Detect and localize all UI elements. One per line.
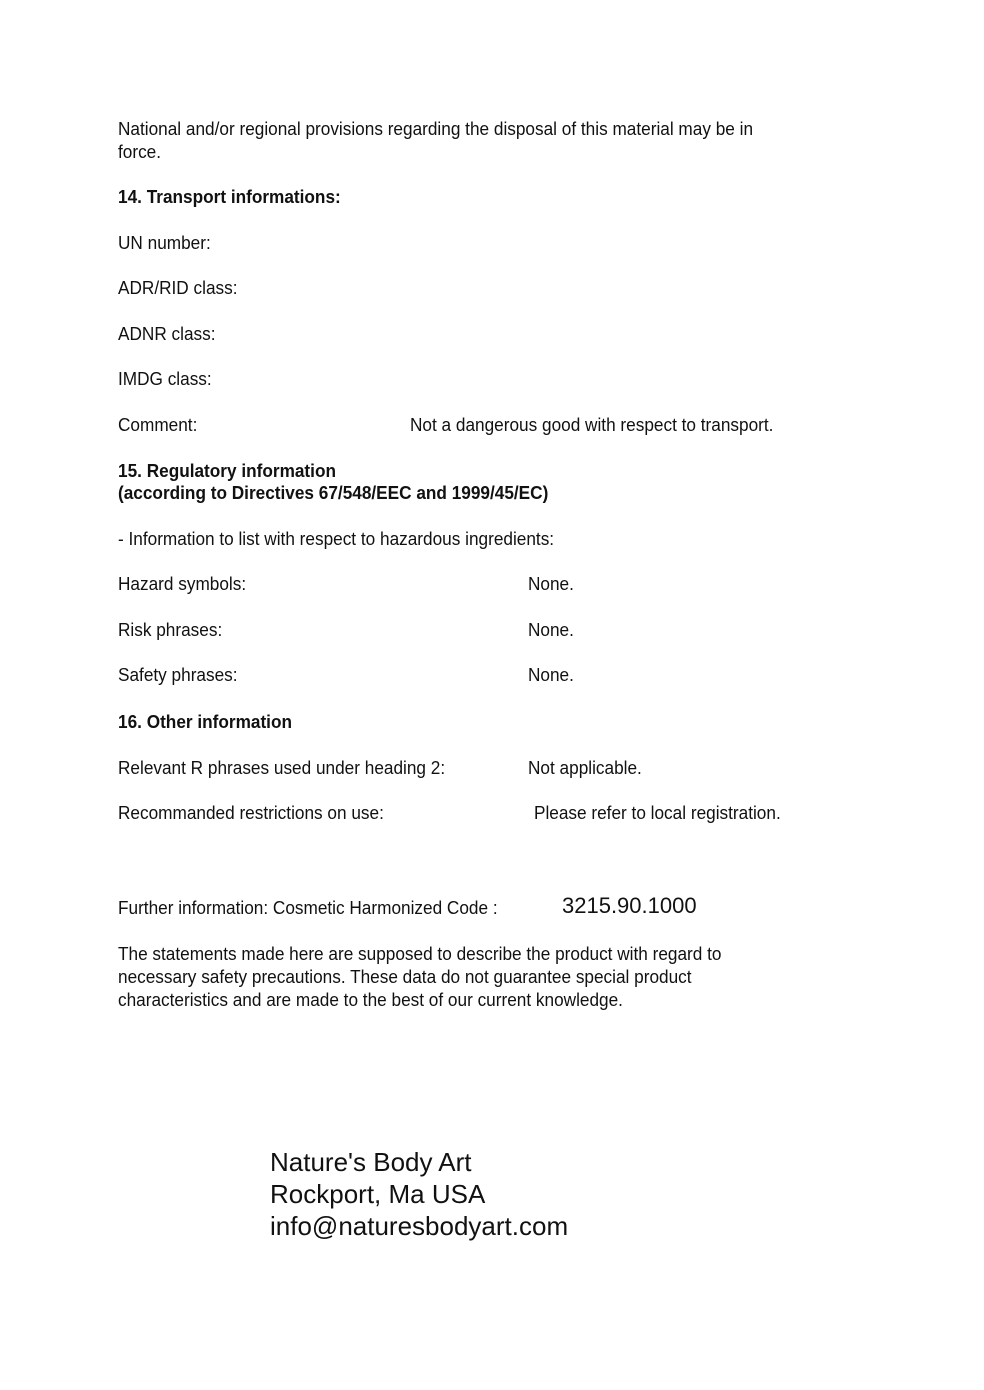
restrictions-value: Please refer to local registration. bbox=[534, 802, 781, 823]
adnr-class-label: ADNR class: bbox=[118, 323, 216, 344]
statement-line1: The statements made here are supposed to describe the product with regard to bbox=[118, 943, 722, 964]
company-name: Nature's Body Art bbox=[270, 1147, 472, 1177]
comment-value: Not a dangerous good with respect to transport. bbox=[410, 414, 774, 435]
company-footer bbox=[270, 1146, 568, 1242]
imdg-class-label: IMDG class: bbox=[118, 368, 212, 389]
statement-line2: necessary safety precautions. These data do not guarantee special product bbox=[118, 966, 692, 987]
comment-label: Comment: bbox=[118, 414, 198, 435]
harmonized-code: 3215.90.1000 bbox=[562, 893, 697, 918]
disposal-note-line2: force. bbox=[118, 141, 162, 162]
statement-line3: characteristics and are made to the best of our current knowledge. bbox=[118, 989, 623, 1010]
hazard-symbols-label: Hazard symbols: bbox=[118, 573, 247, 594]
company-email[interactable]: info@naturesbodyart.com bbox=[270, 1211, 569, 1241]
section-14-heading: 14. Transport informations: bbox=[118, 186, 341, 207]
safety-phrases-value: None. bbox=[528, 664, 574, 685]
further-info-label: Further information: Cosmetic Harmonized Code : bbox=[118, 897, 498, 918]
section-15-heading: 15. Regulatory information bbox=[118, 460, 336, 481]
hazardous-ingredients-intro: - Information to list with respect to hazardous ingredients: bbox=[118, 528, 555, 549]
safety-phrases-label: Safety phrases: bbox=[118, 664, 238, 685]
risk-phrases-value: None. bbox=[528, 619, 574, 640]
r-phrases-label: Relevant R phrases used under heading 2: bbox=[118, 757, 446, 778]
company-location: Rockport, Ma USA bbox=[270, 1179, 486, 1209]
restrictions-label: Recommanded restrictions on use: bbox=[118, 802, 384, 823]
r-phrases-value: Not applicable. bbox=[528, 757, 642, 778]
un-number-label: UN number: bbox=[118, 232, 211, 253]
disposal-note-line1: National and/or regional provisions regarding the disposal of this material may be in bbox=[118, 118, 754, 139]
adr-rid-class-label: ADR/RID class: bbox=[118, 277, 238, 298]
risk-phrases-label: Risk phrases: bbox=[118, 619, 223, 640]
section-16-heading: 16. Other information bbox=[118, 711, 292, 732]
hazard-symbols-value: None. bbox=[528, 573, 574, 594]
section-15-subheading: (according to Directives 67/548/EEC and 1999/45/EC) bbox=[118, 482, 549, 503]
